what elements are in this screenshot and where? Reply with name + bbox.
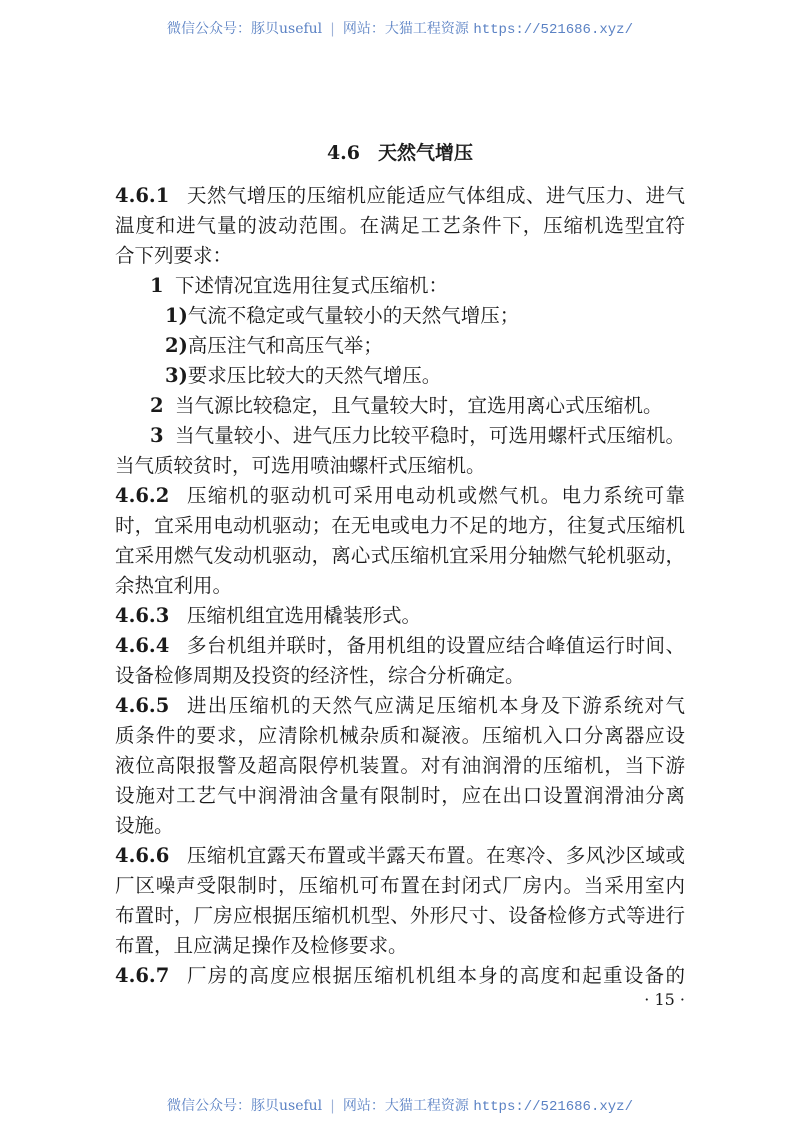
clause-number: 4.6.5 <box>115 694 170 717</box>
text-line <box>115 871 685 901</box>
line-text: 压缩机的驱动机可采用电动机或燃气机。电力系统可靠 <box>187 484 685 507</box>
watermark-wechat: 微信公众号：豚贝useful <box>167 1098 323 1114</box>
clause-number: 4.6.2 <box>115 484 170 507</box>
line-text: 厂区噪声受限制时，压缩机可布置在封闭式厂房内。当采用室内 <box>115 874 685 897</box>
line-text: 布置，且应满足操作及检修要求。 <box>115 934 408 957</box>
line-text: 设施。 <box>115 814 174 837</box>
watermark-footer <box>0 1095 800 1115</box>
text-line <box>115 571 685 601</box>
text-line <box>115 451 685 481</box>
text-line <box>115 661 685 691</box>
clause-number: 4.6.3 <box>115 604 170 627</box>
line-text: 压缩机组宜选用橇装形式。 <box>187 604 422 627</box>
clause-number: 4.6.6 <box>115 844 170 867</box>
watermark-site: 网站：大猫工程资源 <box>342 1098 469 1114</box>
text-line <box>115 931 685 961</box>
section-title <box>0 138 800 165</box>
text-line <box>115 901 685 931</box>
line-text: 余热宜利用。 <box>115 574 233 597</box>
line-text: 液位高限报警及超高限停机装置。对有油润滑的压缩机，当下游 <box>115 754 685 777</box>
text-line <box>115 601 685 631</box>
clause-number: 4.6.4 <box>115 634 170 657</box>
clause-number: 4.6.1 <box>115 184 170 207</box>
clause-number: 4.6.7 <box>115 964 170 987</box>
text-line <box>115 841 685 871</box>
line-text: 要求压比较大的天然气增压。 <box>187 364 442 387</box>
text-line <box>115 631 685 661</box>
item-number: 2) <box>165 334 188 357</box>
line-text: 时，宜采用电动机驱动；在无电或电力不足的地方，往复式压缩机 <box>115 514 685 537</box>
watermark-site: 网站：大猫工程资源 <box>342 21 469 37</box>
item-number: 2 <box>150 394 164 417</box>
item-number: 3) <box>165 364 188 387</box>
line-text: 下述情况宜选用往复式压缩机： <box>175 274 449 297</box>
line-text: 压缩机宜露天布置或半露天布置。在寒冷、多风沙区域或 <box>187 844 685 867</box>
text-line <box>115 961 685 991</box>
watermark-header <box>0 18 800 38</box>
line-text: 宜采用燃气发动机驱动，离心式压缩机宜采用分轴燃气轮机驱动， <box>115 544 685 567</box>
text-line <box>115 511 685 541</box>
watermark-separator: | <box>330 1098 335 1114</box>
line-text: 当气质较贫时，可选用喷油螺杆式压缩机。 <box>115 454 486 477</box>
item-number: 3 <box>150 424 164 447</box>
line-text: 气流不稳定或气量较小的天然气增压； <box>187 304 520 327</box>
line-text: 质条件的要求，应清除机械杂质和凝液。压缩机入口分离器应设 <box>115 724 685 747</box>
line-text: 当气量较小、进气压力比较平稳时，可选用螺杆式压缩机。 <box>175 424 685 447</box>
text-line <box>115 181 685 211</box>
line-text: 合下列要求： <box>115 244 233 267</box>
line-text: 布置时，厂房应根据压缩机机型、外形尺寸、设备检修方式等进行 <box>115 904 685 927</box>
text-line <box>115 211 685 241</box>
text-line <box>115 751 685 781</box>
page-number: · 15 · <box>644 990 685 1009</box>
watermark-separator: | <box>330 21 335 37</box>
line-text: 多台机组并联时，备用机组的设置应结合峰值运行时间、 <box>187 634 685 657</box>
watermark-url[interactable]: https://521686.xyz/ <box>473 22 633 38</box>
section-heading: 天然气增压 <box>378 142 474 164</box>
text-line <box>115 421 685 451</box>
text-line <box>115 481 685 511</box>
line-text: 设备检修周期及投资的经济性，综合分析确定。 <box>115 664 525 687</box>
line-text: 进出压缩机的天然气应满足压缩机本身及下游系统对气 <box>187 694 685 717</box>
text-line <box>115 331 685 361</box>
text-line <box>115 781 685 811</box>
text-line <box>115 361 685 391</box>
line-text: 设施对工艺气中润滑油含量有限制时，应在出口设置润滑油分离 <box>115 784 685 807</box>
watermark-wechat: 微信公众号：豚贝useful <box>167 21 323 37</box>
text-line <box>115 721 685 751</box>
text-line <box>115 241 685 271</box>
line-text: 温度和进气量的波动范围。在满足工艺条件下，压缩机选型宜符 <box>115 214 685 237</box>
item-number: 1 <box>150 274 164 297</box>
line-text: 高压注气和高压气举； <box>187 334 383 357</box>
line-text: 天然气增压的压缩机应能适应气体组成、进气压力、进气 <box>187 184 685 207</box>
watermark-url[interactable]: https://521686.xyz/ <box>473 1099 633 1115</box>
text-line <box>115 301 685 331</box>
text-line <box>115 691 685 721</box>
section-number: 4.6 <box>326 142 361 164</box>
text-line <box>115 811 685 841</box>
line-text: 当气源比较稳定，且气量较大时，宜选用离心式压缩机。 <box>175 394 663 417</box>
item-number: 1) <box>165 304 188 327</box>
text-line <box>115 541 685 571</box>
line-text: 厂房的高度应根据压缩机机组本身的高度和起重设备的 <box>187 964 685 987</box>
text-line <box>115 391 685 421</box>
text-line <box>115 271 685 301</box>
